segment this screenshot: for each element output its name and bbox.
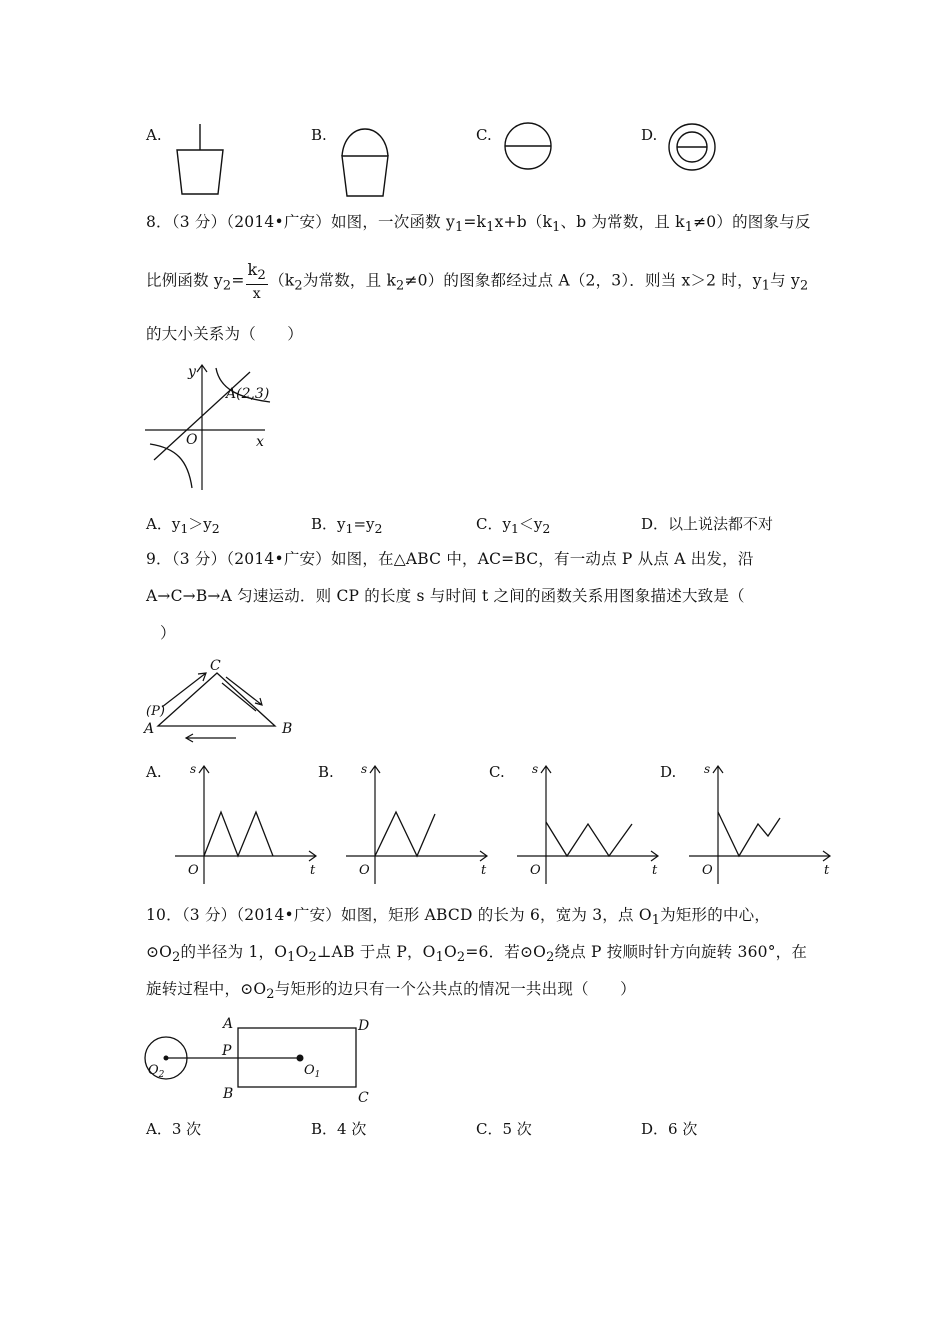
svg-text:C: C: [358, 1090, 369, 1106]
q9-graph-a: [170, 760, 325, 880]
q7-figure-a: [170, 120, 230, 200]
q10-option-b: B．4 次: [311, 1120, 367, 1138]
q7-option-c-label: C.: [476, 126, 492, 144]
q10-figure: [140, 1012, 380, 1107]
q8-graph-y-label: y: [188, 364, 196, 380]
q8-graph-origin-label: O: [186, 432, 198, 448]
svg-text:O: O: [702, 863, 713, 878]
q8-line-3: 的大小关系为（ ）: [146, 325, 304, 343]
q10-line-1: 10．（3 分）（2014•广安）如图，矩形 ABCD 的长为 6，宽为 3，点 $O_1$为矩形的中心，: [146, 906, 771, 929]
q9-figure-b-label: B: [282, 721, 293, 737]
q7-figure-b: [335, 120, 395, 200]
q8-option-b: B．$y_1=y_2$: [311, 515, 383, 536]
q8-option-a: A．$y_1>y_2$: [146, 515, 220, 536]
svg-text:t: t: [824, 863, 830, 878]
q10-option-c: C．5 次: [476, 1120, 532, 1138]
q8-graph: [140, 360, 280, 495]
svg-text:s: s: [704, 762, 711, 776]
q9-option-a-label: A.: [146, 763, 162, 781]
q9-option-b-label: B.: [318, 763, 334, 781]
svg-text:t: t: [310, 863, 316, 878]
q10-line-3: 旋转过程中，$⊙O_2$与矩形的边只有一个公共点的情况一共出现（ ）: [146, 980, 636, 1003]
q9-triangle-figure: [140, 655, 300, 745]
svg-text:O: O: [359, 863, 370, 878]
q8-option-d: D．以上说法都不对: [641, 515, 774, 533]
q9-option-d-label: D.: [660, 763, 677, 781]
svg-text:P: P: [222, 1043, 232, 1059]
q8-graph-point-label: A(2,3): [226, 386, 270, 402]
q9-option-c-label: C.: [489, 763, 505, 781]
q10-line-2: $⊙O_2$的半径为 1，$O_1O_2\perp AB$ 于点 P，$O_1O_2=6$．若$⊙O_2$绕点 P 按顺时针方向旋转 360°，在: [146, 943, 808, 966]
q9-line-2: A→C→B→A 匀速运动．则 CP 的长度 s 与时间 t 之间的函数关系用图象描述大致是（: [146, 587, 745, 605]
svg-text:O: O: [188, 863, 199, 878]
svg-text:s: s: [532, 762, 539, 776]
q7-figure-c: [502, 121, 556, 171]
q10-option-d: D．6 次: [641, 1120, 698, 1138]
q9-line-3: ）: [160, 624, 176, 642]
svg-text:O: O: [530, 863, 541, 878]
q7-figure-d: [667, 121, 721, 173]
q10-option-a: A．3 次: [146, 1120, 202, 1138]
svg-text:D: D: [358, 1018, 370, 1034]
q8-option-c: C．$y_1<y_2$: [476, 515, 551, 536]
q9-figure-c-label: C: [210, 658, 221, 674]
q8-line-1: 8．（3 分）（2014•广安）如图，一次函数 $y_1=k_1x+b(k_1$、b 为常数，且 $k_1\ne 0$）的图象与反: [146, 213, 811, 236]
q8-fraction: $\frac{k_2}{x}$: [247, 260, 267, 302]
svg-text:t: t: [652, 863, 658, 878]
q9-graph-b: [341, 760, 496, 880]
q8-graph-x-label: x: [256, 434, 264, 450]
svg-text:s: s: [361, 762, 368, 776]
q9-graph-c: [512, 760, 667, 880]
q7-option-b-label: B.: [311, 126, 327, 144]
q10-figure-o2-label: $O_2$: [148, 1063, 165, 1080]
q7-option-a-label: A.: [146, 126, 162, 144]
q9-figure-p-label: (P): [146, 704, 165, 719]
svg-text:B: B: [223, 1086, 234, 1102]
q8-line-2: 比例函数 $y_2=$ $\frac{k_2}{x}$ （$k_2$为常数，且 $k_2\ne 0$）的图象都经过点 A（2，3）．则当 x＞2 时，$y_1$与 $y_2$: [146, 260, 809, 302]
q9-figure-a-label: A: [144, 721, 155, 737]
svg-text:s: s: [190, 762, 197, 776]
q9-graph-d: [684, 760, 839, 880]
svg-text:A: A: [223, 1016, 234, 1032]
svg-text:t: t: [481, 863, 487, 878]
q9-line-1: 9．（3 分）（2014•广安）如图，在△ABC 中，AC=BC，有一动点 P 从点 A 出发，沿: [146, 550, 754, 568]
q7-option-d-label: D.: [641, 126, 658, 144]
q10-figure-o1-label: $O_1$: [304, 1063, 321, 1080]
